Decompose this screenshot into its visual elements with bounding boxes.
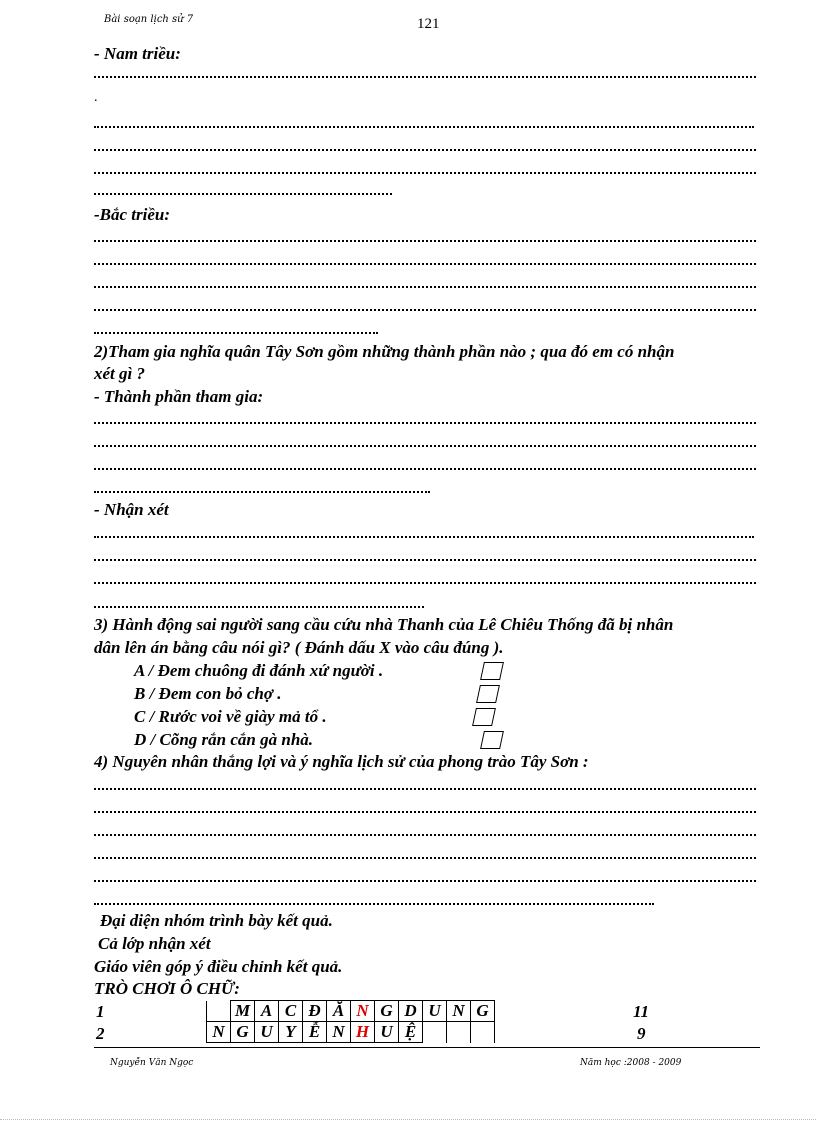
answer-line (94, 466, 756, 470)
crossword-blank-cell (471, 1022, 495, 1043)
crossword-cell: G (231, 1022, 255, 1043)
crossword-cell: Ệ (399, 1022, 423, 1043)
crossword-row-1 (207, 1001, 519, 1022)
footer-year: Năm học :2008 - 2009 (580, 1058, 682, 1068)
option-c: C / Rước voi về giày mả tổ . (134, 707, 327, 726)
header-subject: Bài soạn lịch sử 7 (104, 14, 194, 25)
answer-line (94, 124, 754, 128)
option-d-checkbox[interactable] (480, 731, 504, 749)
closing-line-3: Giáo viên góp ý điều chỉnh kết quả. (94, 957, 343, 976)
crossword-cell: Ă (327, 1001, 351, 1022)
footer-author: Nguyễn Văn Ngọc (110, 1058, 194, 1068)
option-a-checkbox[interactable] (480, 662, 504, 680)
answer-dot: . (94, 90, 98, 105)
option-b: B / Đem con bỏ chợ . (134, 684, 282, 703)
answer-line (94, 832, 756, 836)
crossword-cell-key: N (351, 1001, 375, 1022)
answer-line (94, 878, 756, 882)
answer-line (94, 489, 430, 493)
crossword-cell: U (255, 1022, 279, 1043)
answer-line (94, 284, 756, 288)
answer-line (94, 580, 756, 584)
answer-line (94, 420, 756, 424)
crossword-cell-key: H (351, 1022, 375, 1043)
answer-line (94, 809, 756, 813)
footer-rule (94, 1047, 760, 1048)
answer-line (94, 901, 654, 905)
closing-line-2: Cả lớp nhận xét (98, 934, 211, 953)
page-number: 121 (417, 16, 440, 32)
answer-line (94, 330, 378, 334)
answer-line (94, 238, 756, 242)
option-c-checkbox[interactable] (472, 708, 496, 726)
crossword-blank-cell (495, 1001, 519, 1022)
option-b-checkbox[interactable] (476, 685, 500, 703)
crossword-cell: U (375, 1022, 399, 1043)
crossword-cell: Đ (303, 1001, 327, 1022)
answer-line (94, 191, 392, 195)
crossword-row-2-number: 2 (96, 1024, 105, 1043)
answer-line (94, 786, 756, 790)
crossword-row-2 (207, 1022, 519, 1043)
question-2-line-1: 2)Tham gia nghĩa quân Tây Sơn gồm những thành phần nào ; qua đó em có nhận (94, 342, 675, 361)
answer-line (94, 604, 424, 608)
heading-nam-trieu: - Nam triều: (94, 44, 181, 63)
crossword-cell: Ễ (303, 1022, 327, 1043)
answer-line (94, 557, 756, 561)
answer-line (94, 307, 756, 311)
heading-thanh-phan: - Thành phần tham gia: (94, 387, 264, 406)
crossword-blank-cell (423, 1022, 447, 1043)
answer-line (94, 534, 754, 538)
crossword-blank-cell (495, 1022, 519, 1043)
answer-line (94, 855, 756, 859)
question-3-line-1: 3) Hành động sai người sang cầu cứu nhà Thanh của Lê Chiêu Thống đã bị nhân (94, 615, 674, 634)
crossword-cell: G (471, 1001, 495, 1022)
question-2-line-2: xét gì ? (94, 364, 145, 383)
option-a: A / Đem chuông đi đánh xứ người . (134, 661, 384, 680)
option-d: D / Cõng rắn cắn gà nhà. (134, 730, 314, 749)
crossword-cell: A (255, 1001, 279, 1022)
crossword-cell: N (327, 1022, 351, 1043)
heading-bac-trieu: -Bắc triều: (94, 205, 171, 224)
page-bottom-edge (0, 1119, 816, 1120)
answer-line (94, 261, 756, 265)
crossword-cell: N (447, 1001, 471, 1022)
closing-line-1: Đại diện nhóm trình bày kết quả. (100, 911, 333, 930)
crossword-grid (206, 1000, 518, 1043)
crossword-row-2-count: 9 (637, 1024, 646, 1043)
answer-line (94, 170, 756, 174)
crossword-blank-cell (207, 1001, 231, 1022)
crossword-cell: Y (279, 1022, 303, 1043)
answer-line (94, 74, 756, 78)
answer-line (94, 147, 756, 151)
heading-nhan-xet: - Nhận xét (94, 500, 169, 519)
crossword-blank-cell (447, 1022, 471, 1043)
crossword-row-1-count: 11 (633, 1002, 650, 1021)
question-4: 4) Nguyên nhân thắng lợi và ý nghĩa lịch sử của phong trào Tây Sơn : (94, 752, 589, 771)
game-title: TRÒ CHƠI Ô CHỮ: (94, 979, 240, 998)
question-3-line-2: dân lên án bằng câu nói gì? ( Đánh dấu X vào câu đúng ). (94, 638, 504, 657)
crossword-cell: C (279, 1001, 303, 1022)
crossword-row-1-number: 1 (96, 1002, 105, 1021)
answer-line (94, 443, 756, 447)
crossword-cell: M (231, 1001, 255, 1022)
crossword-cell: N (207, 1022, 231, 1043)
crossword-cell: D (399, 1001, 423, 1022)
crossword-cell: G (375, 1001, 399, 1022)
crossword-cell: U (423, 1001, 447, 1022)
